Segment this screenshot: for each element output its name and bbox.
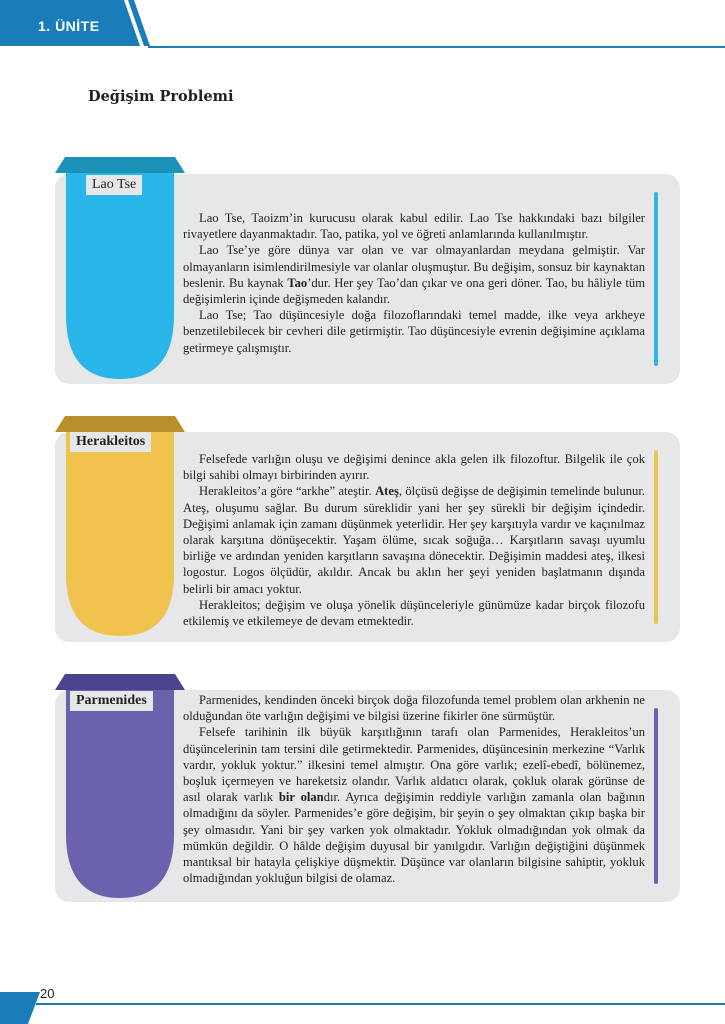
accent-bar-yellow (654, 450, 658, 624)
page-number: 20 (40, 986, 55, 1001)
paragraph: Herakleitos; değişim ve oluşa yönelik düşünceleriyle günümüze kadar birçok filozofu etkilemiş ve etkilemeye de devam etmektedir. (183, 597, 645, 629)
ribbon-label-lao-tse: Lao Tse (86, 175, 142, 195)
paragraph: Lao Tse’ye göre dünya var olan ve var olmayanlardan meydana gelmiştir. Var olmayanların isimlendirilmesiyle var olanlar oluşmuştur. Bu değişim, sonsuz bir kaynaktan beslenir. Bu kaynak Tao’dur. Her şey Tao’dan çıkar ve ona geri döner. Tao, bu hâliyle tüm değişimlerin içinde değişmeden kalandır. (183, 243, 645, 307)
paragraph: Lao Tse; Tao düşüncesiyle doğa filozoflarındaki temel madde, ilke veya arkheye benzetilebilecek bir cevheri dile getirmiştir. Tao düşüncesiyle evrenin değişimine açıklama getirmeye çalışmıştır. (183, 308, 645, 355)
ribbon-label-herakleitos: Herakleitos (70, 432, 151, 452)
paragraph: Felsefede varlığın oluşu ve değişimi denince akla gelen ilk filozoftur. Bilgelik ile çok bilgi sahibi olmayı birbirinden ayırır. (183, 452, 645, 483)
bold-term: bir olan (278, 790, 324, 805)
page-tab (0, 988, 40, 1024)
paragraph: Herakleitos’a göre “arkhe” ateştir. Ateş, ölçüsü değişse de değişimin temelinde bulunur. Ateş, oluşumu sağlar. Bu durum süreklidir yani her şey sürekli bir değişim içindedir. Değişimi anlamak için zamanı düşünmek yeterlidir. Her şey karşıtıyla vardır ve kaçınılmaz olarak karşıtına dönüşecektir. Yaşam ölüme, sıcak soğuğa… Karşıtların savaşı uyumlu birliğe ve ardından yeniden karşıtların savaşına dönecektir. Değişimin maddesi ateş, ilkesi logostur. Logos ölçüdür, akıldır. Ancak bu aklın her şeyi yeniden başlatmanın dışında belirli bir amacı yoktur. (183, 484, 645, 596)
paragraph: Parmenides, kendinden önceki birçok doğa filozofunda temel problem olan arkhenin ne olduğundan öte varlığın değişimi ve bilgisi üzerine fikirler öne sürmüştür. (183, 693, 645, 724)
card-text-lao-tse (183, 210, 645, 356)
accent-bar-blue (654, 192, 658, 366)
card-text-parmenides (183, 692, 645, 886)
bold-term: Ateş (375, 484, 399, 499)
accent-bar-purple (654, 708, 658, 884)
paragraph: Lao Tse, Taoizm’in kurucusu olarak kabul edilir. Lao Tse hakkındaki bazı bilgiler rivayetlere dayanmaktadır. Tao, patika, yol ve öğreti anlamlarında kullanılmıştır. (183, 211, 645, 242)
header-line (148, 46, 725, 48)
card-text-herakleitos (183, 451, 645, 629)
unit-label: 1. ÜNİTE (38, 18, 100, 34)
bold-term: Tao (287, 275, 308, 290)
section-title: Değişim Problemi (88, 88, 234, 105)
paragraph: Felsefe tarihinin ilk büyük karşıtlığının tarafı olan Parmenides, Herakleitos’un düşüncelerinin tam tersini dile getirmektedir. Parmenides, düşüncesinin merkezine “Varlık vardır, yokluk yoktur.” ilkesini temel almıştır. Ona göre varlık; ezelî-ebedî, bölünemez, boşluk içermeyen ve hareketsiz olandır. Varlık aldatıcı olarak, çokluk olarak görünse de asıl olarak varlık bir olandır. Ayrıca değişimin reddiyle varlığın zamanla olan bağının olmadığını da söyler. Parmenides’e göre değişim, bir şeyin o şey olmaktan çıkıp başka bir şey olmasıdır. Yani bir şey varken yok olmaktadır. Yokluk olmadığından yok olmak da mümkün değildir. O hâlde değişim duyusal bir yanılgıdır. Varlığın değiştiğini düşünmek mantıksal bir hatayla çelişkiye düşmektir. Düşünce var olanların bilgisine sahiptir, yokluk olmadığından yokluğun bilgisi de olamaz. (183, 725, 645, 886)
footer-line (36, 1003, 725, 1005)
ribbon-label-parmenides: Parmenides (70, 691, 153, 711)
